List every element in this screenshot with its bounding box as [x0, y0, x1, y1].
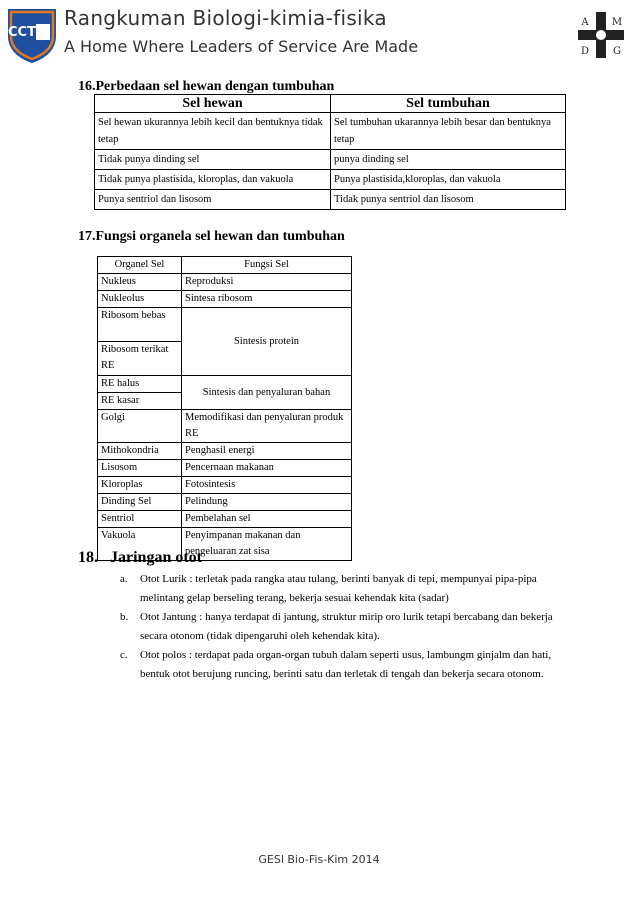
organelle-function: Memodifikasi dan penyaluran produk RE — [182, 410, 352, 443]
column-header: Fungsi Sel — [182, 257, 352, 274]
organelle-name: Kloroplas — [98, 477, 182, 494]
table-cell: punya dinding sel — [331, 150, 566, 170]
table-row — [98, 291, 352, 308]
section-18-title: 18. Jaringan otot — [78, 549, 202, 566]
logo-letter-g: G — [613, 46, 621, 57]
table-cell: Tidak punya sentriol dan lisosom — [331, 190, 566, 210]
list-item — [120, 646, 560, 684]
organelle-name: Dinding Sel — [98, 494, 182, 511]
list-item-text: Otot Jantung : hanya terdapat di jantung, struktur mirip oro lurik tetapi bercabang dan bekerja secara otonom (tidak dipengaruhi oleh kehendak kita). — [140, 611, 553, 642]
list-item-label: c. — [120, 649, 128, 661]
table-row — [95, 170, 566, 190]
list-item-label: b. — [120, 611, 129, 623]
column-header: Sel hewan — [95, 95, 331, 113]
organelle-name: Nukleus — [98, 274, 182, 291]
table-row — [98, 308, 352, 342]
table-row — [98, 511, 352, 528]
list-item-text: Otot Lurik : terletak pada rangka atau tulang, berinti banyak di tepi, mempunyai pipa-pipa melintang gelap berseling terang, bekerja sesuai kehendak kita (sadar) — [140, 573, 537, 604]
table-row — [95, 113, 566, 150]
organelle-function: Penghasil energi — [182, 443, 352, 460]
table-row — [98, 443, 352, 460]
table-row — [98, 376, 352, 393]
header-title: Rangkuman Biologi-kimia-fisika — [64, 6, 387, 30]
header-subtitle: A Home Where Leaders of Service Are Made — [64, 37, 419, 56]
table-header-row — [98, 257, 352, 274]
organelle-function: Pelindung — [182, 494, 352, 511]
logo-text: CCT — [8, 25, 36, 40]
table-row — [98, 410, 352, 443]
table-cell: Punya plastisida,kloroplas, dan vakuola — [331, 170, 566, 190]
organelle-name: Golgi — [98, 410, 182, 443]
table-row — [95, 190, 566, 210]
table-row — [95, 150, 566, 170]
table-row — [98, 460, 352, 477]
organelle-name: Ribosom bebas — [98, 308, 182, 342]
section-16-title: 16.Perbedaan sel hewan dengan tumbuhan — [78, 79, 335, 94]
school-shield-logo — [6, 6, 58, 64]
organelle-name: Mithokondria — [98, 443, 182, 460]
list-item-text: Otot polos : terdapat pada organ-organ tubuh dalam seperti usus, lambungm ginjalm dan hati, bentuk otot berujung runcing, berinti satu dan terletak di tengah dan bekerja secara otonom. — [140, 649, 552, 680]
organelle-name: Lisosom — [98, 460, 182, 477]
table-header-row — [95, 95, 566, 113]
amdg-cross-logo — [576, 10, 626, 60]
section-17-title: 17.Fungsi organela sel hewan dan tumbuhan — [78, 229, 345, 244]
table-cell: Sel tumbuhan ukarannya lebih besar dan bentuknya tetap — [331, 113, 566, 150]
table-row — [98, 477, 352, 494]
muscle-tissue-list — [120, 570, 560, 684]
organelle-function: Pencernaan makanan — [182, 460, 352, 477]
column-header: Sel tumbuhan — [331, 95, 566, 113]
logo-letter-m: M — [611, 17, 623, 28]
list-item — [120, 570, 560, 608]
organelle-function: Sintesa ribosom — [182, 291, 352, 308]
logo-letter-d: D — [580, 46, 590, 57]
logo-letter-a: A — [581, 17, 589, 28]
organelle-name: RE halus — [98, 376, 182, 393]
table-cell: Tidak punya plastisida, kloroplas, dan vakuola — [95, 170, 331, 190]
organelle-name: Vakuola — [98, 528, 182, 561]
organelle-function: Fotosintesis — [182, 477, 352, 494]
table-row — [98, 494, 352, 511]
organelle-name: Nukleolus — [98, 291, 182, 308]
list-item — [120, 608, 560, 646]
table-row — [98, 274, 352, 291]
column-header: Organel Sel — [98, 257, 182, 274]
organelle-function: Sintesis protein — [182, 308, 352, 376]
organelle-function: Sintesis dan penyaluran bahan — [182, 376, 352, 410]
organelle-function-table — [97, 256, 352, 561]
organelle-function: Reproduksi — [182, 274, 352, 291]
page-footer: GESl Bio-Fis-Kim 2014 — [258, 853, 380, 866]
organelle-name: Sentriol — [98, 511, 182, 528]
organelle-name: Ribosom terikat RE — [98, 342, 182, 376]
organelle-name: RE kasar — [98, 393, 182, 410]
organelle-function: Penyimpanan makanan dan pengeluaran zat sisa — [182, 528, 352, 561]
organelle-function: Pembelahan sel — [182, 511, 352, 528]
table-cell: Sel hewan ukurannya lebih kecil dan bentuknya tidak tetap — [95, 113, 331, 150]
cell-comparison-table — [94, 94, 566, 210]
list-item-label: a. — [120, 573, 128, 585]
table-cell: Punya sentriol dan lisosom — [95, 190, 331, 210]
table-cell: Tidak punya dinding sel — [95, 150, 331, 170]
